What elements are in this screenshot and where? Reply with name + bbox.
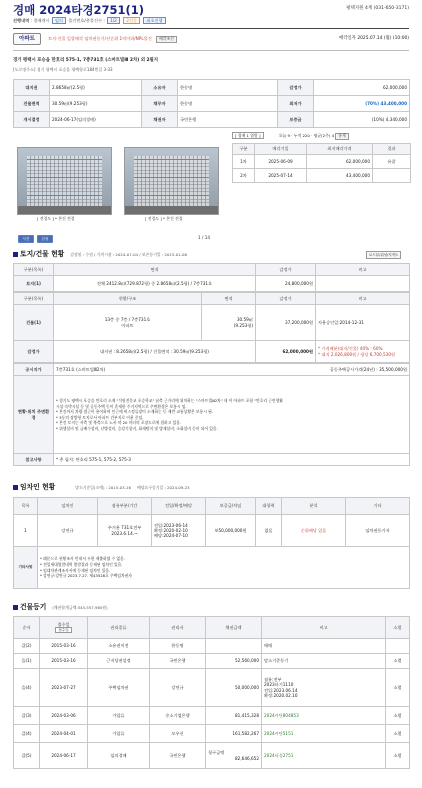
history-row — [233, 155, 411, 169]
land-cell — [316, 276, 410, 292]
appraisal-notes — [316, 341, 410, 363]
registry-note — [262, 725, 386, 743]
land-col: 감정가 — [256, 264, 316, 276]
tenant-base-date: 말소기준일(소액) : 2015-03-16 — [75, 485, 131, 490]
notice-line — [48, 36, 177, 43]
registry-row — [14, 707, 410, 725]
tenant-title: 임차인 현황 — [20, 483, 56, 491]
location-line: * 본건 토지는 서측 및 북측으로 노폭 약 20 미터의 포장도로에 접하고 있음. — [56, 420, 182, 425]
views-avg: 평균(2주) 4 — [313, 133, 335, 138]
tenant-part-period: 2023.6.14.~ — [111, 530, 138, 536]
registry-holder: 국민은행 — [150, 743, 206, 769]
summary-label: 소유자 — [142, 80, 178, 96]
history-col: 최저매각가격 — [307, 144, 373, 155]
building-col: 감정가 — [256, 293, 316, 305]
registry-col-date-label: 접수일 — [57, 621, 70, 627]
photo-pager[interactable]: 1 / 14 — [198, 235, 211, 240]
history-cell: 1차 — [233, 155, 255, 169]
summary-label: 감정가 — [278, 80, 314, 96]
registry-row — [14, 639, 410, 654]
registry-holder: 한동명 — [150, 639, 206, 654]
registry-note-text: 2024카단804853 — [264, 712, 299, 718]
registry-title: 건물등기 — [20, 603, 47, 611]
registry-kind: 주택임차권 — [88, 669, 150, 707]
history-cell: 2025-07-14 — [255, 169, 307, 183]
court-info: 평택지원 4계 (031-650-3171) — [346, 6, 409, 11]
divider — [13, 50, 409, 51]
case-title — [13, 3, 144, 17]
summary-value: 한동명 — [178, 80, 278, 96]
building-price: 37,200,000원 — [256, 305, 316, 341]
building-col: 비고 — [316, 293, 410, 305]
registry-kind: 가압류 — [88, 707, 150, 725]
registry-row — [14, 725, 410, 743]
summary-value: 2.8658㎡(2.5평) — [50, 80, 142, 96]
history-cell: 62,000,000 — [307, 155, 373, 169]
tenant-dividend: 배당:2024-07-10 — [154, 533, 188, 539]
appraisal-label: 감정가 — [14, 341, 54, 363]
tag-voluntary: 임의 — [52, 17, 66, 24]
land-col: 구분(목록) — [14, 264, 54, 276]
land-meta: 감정원 : 수원 / 가격시점 : 2024-07-04 / 보존등기일 : 2015-01-06 — [70, 252, 188, 257]
reference-row — [14, 454, 410, 466]
registry-amount-value: 82,646,652 — [235, 755, 259, 761]
tenant-col: 점유부분/기간 — [98, 498, 152, 515]
registry-note — [262, 669, 386, 707]
registry-date: 2015-03-16 — [40, 654, 88, 669]
sale-history-table — [232, 143, 410, 183]
tenant-part-area: 주거용 731호전부 — [107, 525, 142, 531]
building-label: 건물(1) — [14, 305, 54, 341]
tenant-col: 대항력 — [256, 498, 282, 515]
tenant-other-notes — [38, 547, 410, 589]
progress-value: : 경매개시 — [30, 18, 50, 23]
registry-col-date — [40, 617, 88, 639]
registry-kind: 임의경매 — [88, 743, 150, 769]
land-col: 면적 — [54, 264, 256, 276]
registry-note-text: 점유:전부 2023타기1110 전입:2023.06.14 확정:2020.02.10 — [264, 677, 298, 698]
registry-extinct — [386, 639, 410, 654]
registry-no: 갑(5) — [14, 743, 40, 769]
land-title: 토지/건물 현황 — [20, 250, 65, 258]
history-cell: 2차 — [233, 169, 255, 183]
building-header — [14, 293, 410, 305]
building-col: 현황/구조 — [54, 293, 202, 305]
land-cell: 토지(1) — [14, 276, 54, 292]
registry-no: 을(1) — [14, 654, 40, 669]
history-cell: 유찰 — [373, 155, 411, 169]
tenant-no: 1 — [14, 515, 38, 547]
tenant-power: 없음 — [256, 515, 282, 547]
location-line: * 경기도 평택시 포승읍 만호리 소재 "석원전문교 포승학교" 남측 근거리에 위치하는 "스마트빌Ⅲ2차" 내 이 아파트 포함 "만호리 근린생활 — [56, 398, 283, 403]
price-per-pyeong: * 대지 2,026,800원 / 평당 6,700,530원 — [318, 351, 396, 357]
progress-label: 진행내역 — [13, 18, 30, 23]
registry-kind: 가압류 — [88, 725, 150, 743]
registry-sort-select[interactable]: 접수일 — [55, 627, 71, 633]
registry-kind: 소유권이전 — [88, 639, 150, 654]
summary-row — [14, 112, 410, 128]
tenant-etc: 임차권등기자 — [346, 515, 410, 547]
title-prefix: 경매 — [13, 3, 36, 17]
summary-label: 건물면적 — [14, 96, 50, 112]
price-split: * 가격배분(대지/건물) 40% : 60% — [318, 346, 383, 352]
address-road: [도로명주소] 경기 평택시 포승읍 평택항로184번길 3-33 — [13, 67, 113, 72]
registry-no: 갑(4) — [14, 725, 40, 743]
tenant-deadline: 배당요구종기일 : 2024-09-23 — [136, 485, 190, 490]
registry-note — [262, 654, 386, 669]
registry-amount — [206, 654, 262, 669]
registry-amount-value: 161,582,267 — [232, 730, 259, 736]
tenant-name: 강연규 — [38, 515, 98, 547]
registry-row — [14, 654, 410, 669]
location-line: * 본건까지 차량 접근이 용이하며 인근에 버스정류장이 소재하는 등 제반 교통상황은 보통시 됨. — [56, 409, 213, 414]
registry-header — [14, 617, 410, 639]
tenant-row — [14, 515, 410, 547]
land-header — [14, 264, 410, 276]
registry-amount — [206, 669, 262, 707]
building-type: 아파트 — [121, 322, 134, 328]
address-main: 경기 평택시 포승읍 만호리 575-1, 7층731호 (스마트빌Ⅲ 2차) 외 2필지 — [13, 58, 159, 63]
registry-amount-label: 청구금액 — [208, 750, 225, 756]
tenant-table — [13, 497, 409, 589]
registry-no: 을(4) — [14, 669, 40, 707]
registry-row — [14, 743, 410, 769]
registry-extinct: 소멸 — [386, 743, 410, 769]
registry-note — [262, 743, 386, 769]
photo-1-caption: [ 전경도 ] * 본건 전경 — [37, 216, 75, 221]
registry-col-amount: 채권금액 — [206, 617, 262, 639]
header-divider — [13, 28, 409, 29]
summary-row — [14, 96, 410, 112]
land-table — [13, 263, 409, 466]
tenant-col: 기타 — [346, 498, 410, 515]
sale-date: 매각일자 2025.07.14 (월) (10:00) — [338, 36, 409, 41]
registry-holder: 강연규 — [150, 669, 206, 707]
registry-note-text: 매매 — [264, 643, 273, 649]
registry-section-title — [13, 603, 108, 611]
registry-extinct: 소멸 — [386, 725, 410, 743]
registry-no: 갑(3) — [14, 707, 40, 725]
tenant-other-line: * 강연규:강연규 2023.7.27. 제43528호 주택임차권자 — [40, 573, 132, 579]
photo-1[interactable] — [17, 147, 112, 215]
registry-kind: 근저당권설정 — [88, 654, 150, 669]
photo-2[interactable] — [124, 147, 219, 215]
summary-value: 30.59㎡(9.253평) — [50, 96, 142, 112]
registry-amount — [206, 725, 262, 743]
registry-col-no: 순서 — [14, 617, 40, 639]
registry-amount-value: 50,000,000 — [235, 684, 259, 690]
tenant-analysis: 순위배당 있음 — [282, 515, 346, 547]
item-count-label: 물건번호/총물건수 : — [68, 18, 105, 23]
notice-text: 토지·건물 일괄매각 임차권등기/선순위 1억이하/NPL물건 — [48, 36, 152, 41]
summary-row — [14, 80, 410, 96]
tenant-fixed-date: 확정:2020-02-10 — [154, 527, 188, 533]
location-line: * 3동의 장방형 토지로서 아파트 건부지로 이용 중임. — [56, 414, 144, 420]
tenant-header — [14, 498, 410, 515]
public-price-cell — [54, 364, 410, 376]
history-cell: 43,400,000 — [307, 169, 373, 183]
registry-note-text: 2024타경2751 — [264, 752, 294, 758]
history-header — [233, 144, 411, 155]
property-kind-badge: 아파트 — [13, 33, 41, 45]
building-structure — [54, 305, 202, 341]
case-number: 2024타경2751(1) — [39, 3, 144, 17]
summary-label: 대지권 — [14, 80, 50, 96]
registry-amount-value: 81,415,328 — [235, 712, 259, 718]
history-col: 매각기일 — [255, 144, 307, 155]
public-price-row — [14, 364, 410, 376]
summary-value: 2024-06-17(임의경매) — [50, 112, 142, 128]
tenant-col: 임차인 — [38, 498, 98, 515]
tenant-other-line: * 폐문으로 현황조사 안내서 우편 제출하였 수 없음. — [40, 556, 125, 562]
location-line: * 위생설비 및 급배수설비, 난방설비, 승강기설비, 화재탐지 및 방재설비, 소화설비 등이 되어 있음. — [56, 425, 218, 431]
registry-amount-value: 52,560,000 — [235, 658, 259, 664]
land-row — [14, 276, 410, 292]
building-area — [202, 305, 256, 341]
summary-value: 한동명 — [178, 96, 278, 112]
appraisal-price: 62,000,000원 — [256, 341, 316, 363]
summary-price: 62,000,000 — [314, 80, 410, 96]
tenant-move-in: 전입:2023-06-14 — [154, 522, 188, 528]
building-col: 구분(목록) — [14, 293, 54, 305]
map-button[interactable]: 로드뷰/위성/지적도 — [366, 251, 401, 259]
tenant-section-title — [13, 483, 190, 491]
land-section-title — [13, 250, 187, 258]
building-note: 사용승인일:2014-12-31 — [316, 305, 410, 341]
appraisal-button[interactable]: 감정 — [37, 235, 53, 243]
building-row — [14, 305, 410, 341]
summary-label: 개시결정 — [14, 112, 50, 128]
building-col: 면적 — [202, 293, 256, 305]
reference-value: * 총 필지: 만호리 575-1, 575-2, 575-3 — [54, 454, 410, 466]
registry-total: (채권합계금액:345,557,985원) — [52, 605, 108, 610]
tenant-part — [98, 515, 152, 547]
reference-label: 참고사항 — [14, 454, 54, 466]
history-row — [233, 169, 411, 183]
history-col: 결과 — [373, 144, 411, 155]
registry-extinct: 소멸 — [386, 669, 410, 707]
stats-button[interactable]: 통계 — [335, 133, 348, 140]
registry-col-note: 비고 — [262, 617, 386, 639]
registry-col-holder: 권리자 — [150, 617, 206, 639]
location-label: 현황·위치 주변환경 — [14, 376, 54, 454]
history-col: 구분 — [233, 144, 255, 155]
location-row — [14, 376, 410, 454]
appraisal-total-row — [14, 341, 410, 363]
photo-2-caption: [ 전경도 ] * 본건 전경 — [145, 216, 183, 221]
building-area-pyeong: (9.253평) — [233, 322, 253, 328]
registry-note — [262, 639, 386, 654]
location-description — [54, 376, 410, 454]
registry-note-text: 2024카단5151 — [264, 730, 294, 736]
registry-extinct: 소멸 — [386, 707, 410, 725]
building-floor: 13층 중 7층 / 7층731호 — [104, 317, 151, 323]
registry-date: 2024-03-06 — [40, 707, 88, 725]
summary-label: 보증금 — [278, 112, 314, 128]
summary-label: 최저가 — [278, 96, 314, 112]
appraisal-area: 대지권 : 8.2658㎡(2.5평) / 건물면적 : 30.59㎡(9.253평) — [54, 341, 256, 363]
summary-label: 채권자 — [142, 112, 178, 128]
registry-row — [14, 669, 410, 707]
registry-holder: 국민은행 — [150, 654, 206, 669]
public-price-value: 7층731호 (스마트빌Ⅲ2차) — [56, 366, 106, 372]
registry-no: 갑(2) — [14, 639, 40, 654]
views-label: [ 경매 1 열람 ] — [232, 132, 264, 139]
summary-label: 채무자 — [142, 96, 178, 112]
building-area-m2: 30.59㎡ — [236, 317, 253, 323]
history-cell: 2025-06-09 — [255, 155, 307, 169]
registry-date: 2015-03-16 — [40, 639, 88, 654]
tenant-col: 목록 — [14, 498, 38, 515]
views-total: 누적 220 — [293, 133, 310, 138]
registry-col-extinct: 소멸 — [386, 617, 410, 639]
land-cell: 24,800,000원 — [256, 276, 316, 292]
tenant-other-row — [14, 547, 410, 589]
registry-amount — [206, 639, 262, 654]
tenant-dates — [152, 515, 206, 547]
tag-first: 최초진행 — [143, 17, 165, 24]
tenant-col: 보증금/차임 — [206, 498, 256, 515]
tenant-col: 분석 — [282, 498, 346, 515]
sale-condition-button[interactable]: 배각조건 — [156, 36, 177, 43]
tenant-other-line: * 전입세대열람내역 열람결과 등재된 임차인 있음. — [40, 561, 123, 567]
summary-table — [13, 79, 409, 128]
land-col: 비고 — [316, 264, 410, 276]
tenant-col: 전입/확정/배당 — [152, 498, 206, 515]
registry-holder: 중소기업은행 — [150, 707, 206, 725]
registry-date: 2023-07-27 — [40, 669, 88, 707]
progress-line — [13, 17, 167, 24]
tenant-other-line: * 임대차관계조사서에 등재된 임차인 있음. — [40, 567, 111, 573]
tenant-deposit: 보50,000,000원 — [206, 515, 256, 547]
registry-extinct: 소멸 — [386, 654, 410, 669]
summary-price: (70%) 43,400,000 — [314, 96, 410, 112]
registry-amount — [206, 707, 262, 725]
registry-col-kind: 권리종류 — [88, 617, 150, 639]
photo-button[interactable]: 사진 — [18, 235, 34, 243]
summary-value: 국민은행 — [178, 112, 278, 128]
tag-items: 2건중 — [123, 17, 140, 24]
registry-holder: 모우선 — [150, 725, 206, 743]
history-cell — [373, 169, 411, 183]
location-line: 시설·숙박시설 등 및 공동주택 등이 혼재한 주거지역으로 주변환경은 보통시 임. — [56, 403, 187, 409]
public-price-label: 공시지가 — [14, 364, 54, 376]
registry-note — [262, 707, 386, 725]
registry-note-text: 말소기준등기 — [264, 658, 289, 664]
views-line: [ 경매 1 열람 ] 오늘 9 · 누적 220 · 평균(2주) 4 통계 — [232, 133, 410, 140]
summary-price: (10%) 4,340,000 — [314, 112, 410, 128]
views-today: 오늘 9 — [278, 133, 290, 138]
land-cell: 전체 2412.8㎡(729.872평) 중 2.8658㎡(2.5평) / 7층731호 — [54, 276, 256, 292]
public-housing-price: 공동주택공시가격(24년) : 35,500,000원 — [329, 366, 407, 372]
tag-item-count: 1/2 — [107, 17, 120, 24]
registry-amount — [206, 743, 262, 769]
registry-table — [13, 616, 409, 769]
tenant-other-label: 기타사항 — [14, 547, 38, 589]
registry-date: 2024-06-17 — [40, 743, 88, 769]
registry-date: 2024-04-01 — [40, 725, 88, 743]
